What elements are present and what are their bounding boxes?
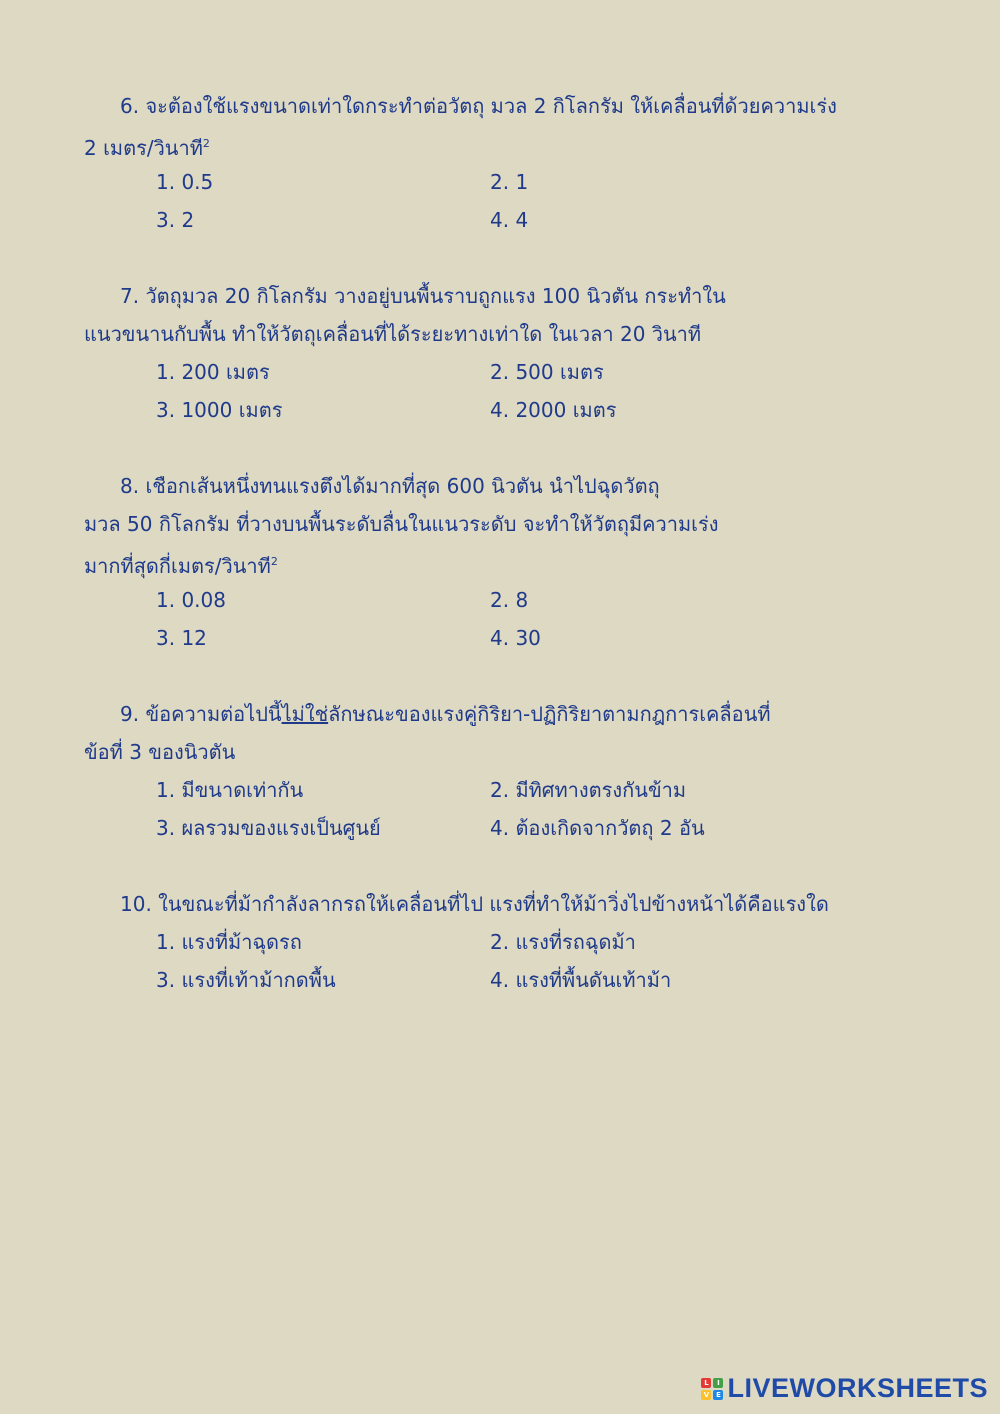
q9-line1: 9. ข้อความต่อไปนี้ไม่ใช่ลักษณะของแรงคู่กิริยา-ปฏิกิริยาตามกฎการเคลื่อนที่ xyxy=(120,702,771,726)
q8-option-1[interactable]: 1. 0.08 xyxy=(156,588,226,612)
q7-line1: 7. วัตถุมวล 20 กิโลกรัม วางอยู่บนพื้นราบถูกแรง 100 นิวตัน กระทำใน xyxy=(120,284,726,308)
q6-option-2[interactable]: 2. 1 xyxy=(490,170,529,194)
q10-option-1[interactable]: 1. แรงที่ม้าฉุดรถ xyxy=(156,930,302,954)
q9-option-3[interactable]: 3. ผลรวมของแรงเป็นศูนย์ xyxy=(156,816,381,840)
mark-letter-v: V xyxy=(701,1390,711,1400)
mark-letter-i: I xyxy=(713,1378,723,1388)
q7-option-4[interactable]: 4. 2000 เมตร xyxy=(490,398,617,422)
q8-option-3[interactable]: 3. 12 xyxy=(156,626,207,650)
q7-option-3[interactable]: 3. 1000 เมตร xyxy=(156,398,283,422)
q8-line3: มากที่สุดกี่เมตร/วินาที$^2$ xyxy=(84,554,278,578)
q10-line1: 10. ในขณะที่ม้ากำลังลากรถให้เคลื่อนที่ไป แรงที่ทำให้ม้าวิ่งไปข้างหน้าได้คือแรงใด xyxy=(120,892,829,916)
q9-underlined-word: ไม่ใช่ xyxy=(281,702,329,726)
q9-option-2[interactable]: 2. มีทิศทางตรงกันข้าม xyxy=(490,778,687,802)
mark-letter-e: E xyxy=(713,1390,723,1400)
q6-line1: 6. จะต้องใช้แรงขนาดเท่าใดกระทำต่อวัตถุ มวล 2 กิโลกรัม ให้เคลื่อนที่ด้วยความเร่ง xyxy=(120,94,837,118)
q7-option-2[interactable]: 2. 500 เมตร xyxy=(490,360,604,384)
q8-line1: 8. เชือกเส้นหนึ่งทนแรงตึงได้มากที่สุด 600 นิวตัน นำไปฉุดวัตถุ xyxy=(120,474,660,498)
q7-option-1[interactable]: 1. 200 เมตร xyxy=(156,360,270,384)
liveworksheets-logo[interactable] xyxy=(701,1373,988,1404)
mark-letter-l: L xyxy=(701,1378,711,1388)
q6-option-1[interactable]: 1. 0.5 xyxy=(156,170,214,194)
q8-option-2[interactable]: 2. 8 xyxy=(490,588,529,612)
q9-option-4[interactable]: 4. ต้องเกิดจากวัตถุ 2 อัน xyxy=(490,816,705,840)
q10-option-2[interactable]: 2. แรงที่รถฉุดม้า xyxy=(490,930,636,954)
q6-option-3[interactable]: 3. 2 xyxy=(156,208,195,232)
q7-line2: แนวขนานกับพื้น ทำให้วัตถุเคลื่อนที่ได้ระยะทางเท่าใด ในเวลา 20 วินาที xyxy=(84,322,702,346)
liveworksheets-wordmark: LIVEWORKSHEETS xyxy=(727,1373,988,1403)
q10-option-3[interactable]: 3. แรงที่เท้าม้ากดพื้น xyxy=(156,968,336,992)
q9-line2: ข้อที่ 3 ของนิวตัน xyxy=(84,740,236,764)
q10-option-4[interactable]: 4. แรงที่พื้นดันเท้าม้า xyxy=(490,968,672,992)
q9-option-1[interactable]: 1. มีขนาดเท่ากัน xyxy=(156,778,304,802)
q6-line2: 2 เมตร/วินาที$^2$ xyxy=(84,136,210,160)
q6-option-4[interactable]: 4. 4 xyxy=(490,208,529,232)
q8-line2: มวล 50 กิโลกรัม ที่วางบนพื้นระดับลื่นในแนวระดับ จะทำให้วัตถุมีความเร่ง xyxy=(84,512,719,536)
liveworksheets-mark-icon xyxy=(701,1378,723,1400)
q8-option-4[interactable]: 4. 30 xyxy=(490,626,541,650)
